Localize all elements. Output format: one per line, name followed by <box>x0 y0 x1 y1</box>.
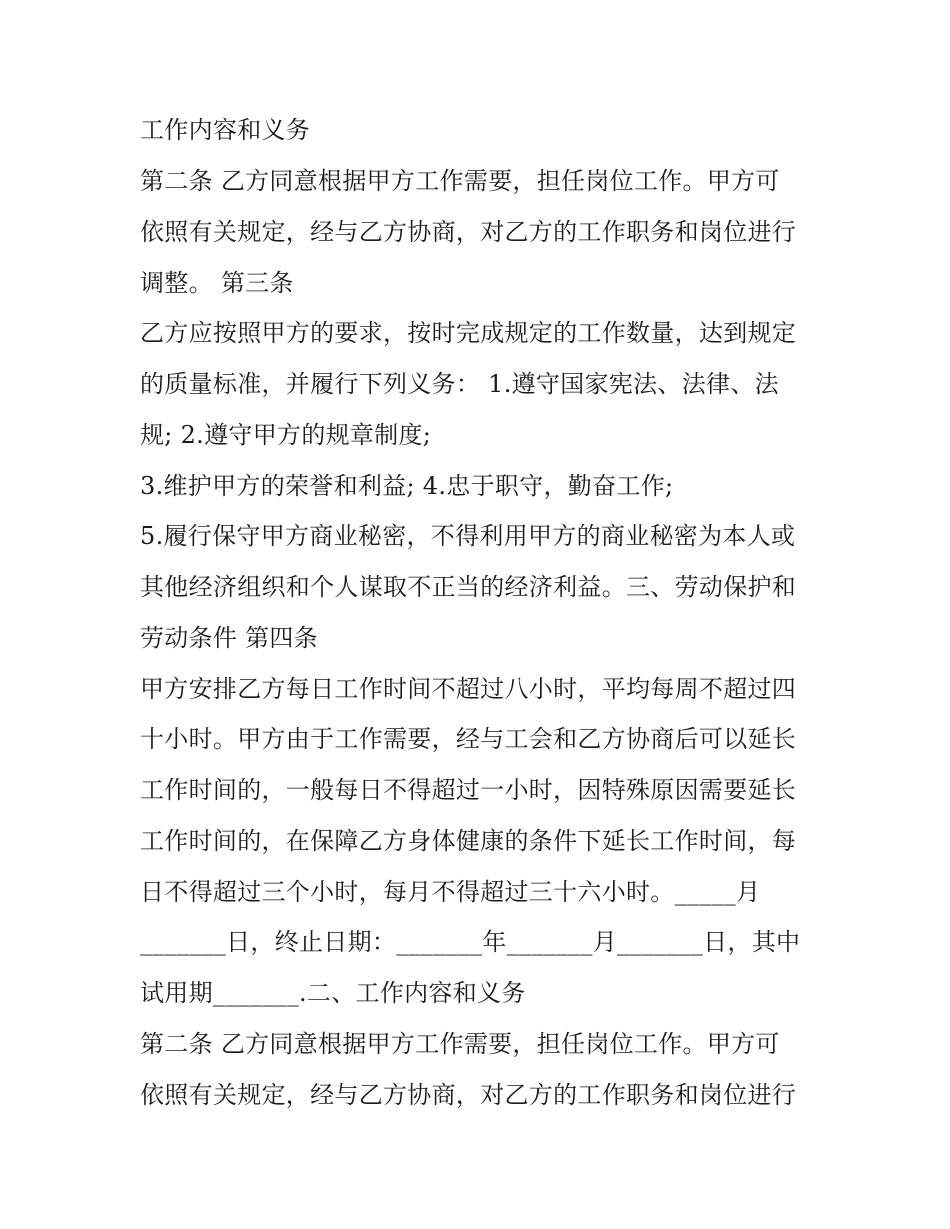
text-line: _______日，终止日期：_______年_______月_______日，其中 <box>140 928 801 956</box>
text-line: 依照有关规定，经与乙方协商，对乙方的工作职务和岗位进行 <box>140 218 797 246</box>
text-line: 工作时间的，一般每日不得超过一小时，因特殊原因需要延长 <box>140 776 797 804</box>
text-line: 其他经济组织和个人谋取不正当的经济利益。三、劳动保护和 <box>140 573 797 601</box>
text-line: 工作内容和义务 <box>140 116 311 144</box>
text-line: 的质量标准，并履行下列义务： 1.遵守国家宪法、法律、法 <box>140 370 779 398</box>
text-line: 5.履行保守甲方商业秘密，不得利用甲方的商业秘密为本人或 <box>140 522 796 550</box>
text-line: 劳动条件 第四条 <box>140 624 319 652</box>
text-line: 试用期_______.二、工作内容和义务 <box>140 979 526 1007</box>
text-line: 工作时间的，在保障乙方身体健康的条件下延长工作时间，每 <box>140 827 797 855</box>
text-line: 3.维护甲方的荣誉和利益; 4.忠于职守，勤奋工作; <box>140 472 674 500</box>
text-line: 十小时。甲方由于工作需要，经与工会和乙方协商后可以延长 <box>140 725 797 753</box>
text-line: 依照有关规定，经与乙方协商，对乙方的工作职务和岗位进行 <box>140 1081 797 1109</box>
text-line: 乙方应按照甲方的要求，按时完成规定的工作数量，达到规定 <box>140 319 797 347</box>
text-line: 日不得超过三个小时，每月不得超过三十六小时。_____月 <box>140 878 761 906</box>
text-line: 调整。 第三条 <box>140 269 294 297</box>
text-line: 规; 2.遵守甲方的规章制度; <box>140 421 432 449</box>
text-line: 甲方安排乙方每日工作时间不超过八小时，平均每周不超过四 <box>140 675 797 703</box>
text-line: 第二条 乙方同意根据甲方工作需要，担任岗位工作。甲方可 <box>140 167 780 195</box>
text-line: 第二条 乙方同意根据甲方工作需要，担任岗位工作。甲方可 <box>140 1030 780 1058</box>
